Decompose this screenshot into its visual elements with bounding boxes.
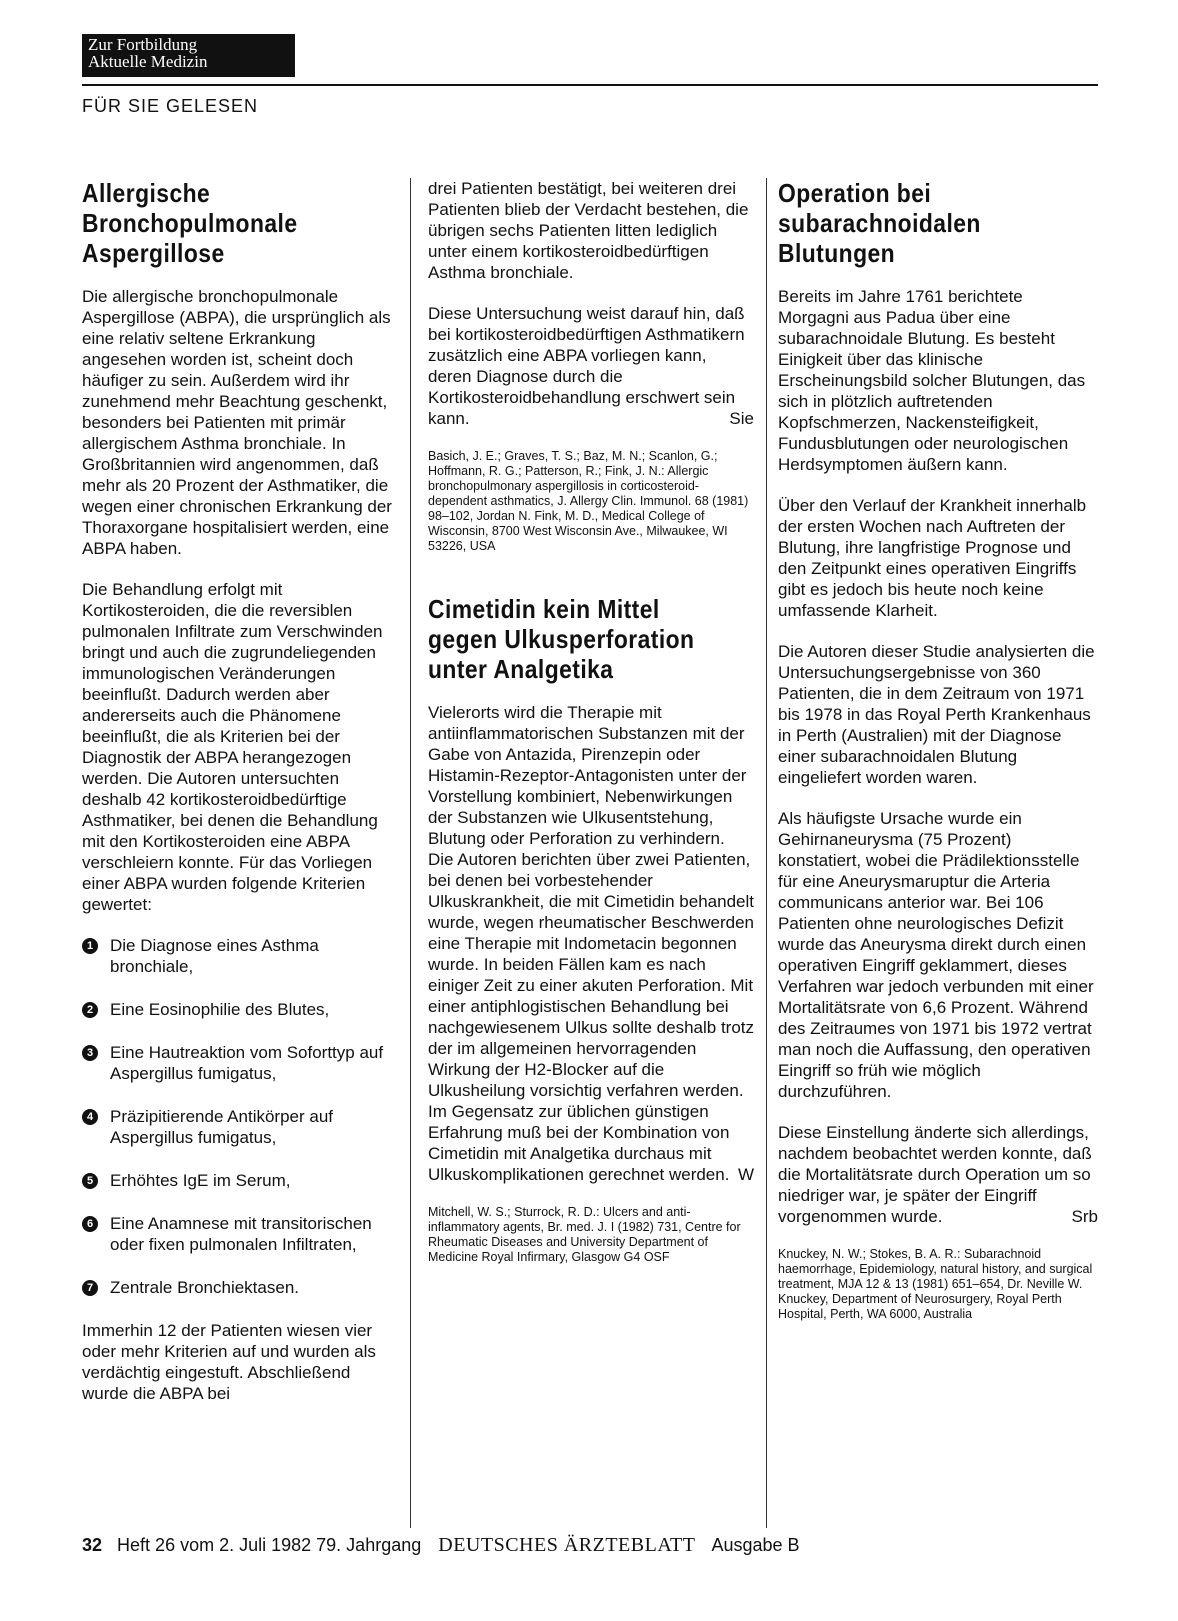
article1-paragraph-3: Immerhin 12 der Patienten wiesen vier oder mehr Kriterien auf und wurden als verdächtig eingestuft. Abschließend wurde die ABPA bei: [82, 1321, 376, 1403]
criterion-item: [82, 1277, 392, 1298]
criterion-number: 6: [82, 1216, 98, 1232]
article2-title: Cimetidin kein Mittel gegen Ulkusperforation unter Analgetika: [428, 594, 695, 684]
criterion-text: Erhöhtes IgE im Serum,: [110, 1171, 291, 1190]
article3-paragraph-4: Als häufigste Ursache wurde ein Gehirnaneurysma (75 Prozent) konstatiert, wobei die Prädilektionsstelle für eine Aneurysmaruptur die Arteria communicans anterior war. Bei 106 Patienten ohne neurologisches Defizit wurde das Aneurysma direkt durch einen operativen Eingriff geklammert, dieses Verfahren war jedoch verbunden mit einer Mortalitätsrate von 6,6 Prozent. Während des Zeitraumes von 1971 bis 1972 vertrat man noch die Auffassung, den operativen Eingriff so früh wie möglich durchzuführen.: [778, 809, 1094, 1101]
criterion-item: [82, 1213, 392, 1255]
criterion-number: 4: [82, 1109, 98, 1125]
article3-title: Operation bei subarachnoidalen Blutungen: [778, 178, 981, 268]
page-footer: [82, 1534, 800, 1557]
article3-paragraph-2: Über den Verlauf der Krankheit innerhalb der ersten Wochen nach Auftreten der Blutung, ihre langfristige Prognose und den Zeitpunkt eines operativen Eingriffs gibt es jedoch bis heute noch keine umfassende Klarheit.: [778, 496, 1087, 620]
criterion-number: 1: [82, 938, 98, 954]
criterion-item: [82, 1042, 392, 1084]
criterion-text: Eine Hautreaktion vom Soforttyp auf Aspergillus fumigatus,: [110, 1043, 384, 1083]
header-rule: [82, 84, 1098, 86]
criterion-number: 3: [82, 1045, 98, 1061]
criterion-item: [82, 1106, 392, 1148]
column-divider-1: [410, 178, 411, 1528]
criterion-item: [82, 935, 392, 977]
article2-paragraph-1-text: Vielerorts wird die Therapie mit antiinflammatorischen Substanzen mit der Gabe von Antazida, Pirenzepin oder Histamin-Rezeptor-Antagonisten unter der Vorstellung kombiniert, Nebenwirkungen der Substanzen wie Ulkusentstehung, Blutung oder Perforation zu verhindern. Die Autoren berichten über zwei Patienten, bei denen bei vorbestehender Ulkuskrankheit, die mit Cimetidin behandelt wurde, wegen rheumatischer Beschwerden eine Therapie mit Indometacin begonnen wurde. In beiden Fällen kam es nach einiger Zeit zu einer akuten Perforation. Mit einer antiphlogistischen Behandlung bei nachgewiesenem Ulkus sollte deshalb trotz der im allgemeinen hervorragenden Wirkung der H2-Blocker auf die Ulkusheilung vorsichtig verfahren werden. Im Gegensatz zur üblichen günstigen Erfahrung muß bei der Kombination von Cimetidin mit Analgetika durchaus mit Ulkuskomplikationen gerechnet werden.: [428, 703, 755, 1184]
header-box: [82, 34, 295, 77]
article3-paragraph-3: Die Autoren dieser Studie analysierten die Untersuchungsergebnisse von 360 Patienten, die in dem Zeitraum von 1971 bis 1978 in das Royal Perth Krankenhaus in Perth (Australien) mit der Diagnose einer subarachnoidalen Blutung eingeliefert worden waren.: [778, 642, 1095, 787]
article3-paragraph-1: Bereits im Jahre 1761 berichtete Morgagni aus Padua über eine subarachnoidale Blutung. Es besteht Einigkeit über das klinische Erscheinungsbild solcher Blutungen, das sich in plötzlich auftretenden Kopfschmerzen, Nackensteifigkeit, Fundusblutungen oder neurologischen Herdsymptomen äußern kann.: [778, 287, 1086, 474]
criterion-number: 7: [82, 1280, 98, 1296]
article3-reference: Knuckey, N. W.; Stokes, B. A. R.: Subarachnoid haemorrhage, Epidemiology, natural history, and surgical treatment, MJA 12 & 13 (1981) 651–654, Dr. Neville W. Knuckey, Department of Neurosurgery, Royal Perth Hospital, Perth, WA 6000, Australia: [778, 1247, 1093, 1321]
issue-info: Heft 26 vom 2. Juli 1982 79. Jahrgang: [117, 1535, 422, 1555]
journal-name: DEUTSCHES ÄRZTEBLATT: [438, 1534, 696, 1556]
article3-paragraph-5-text: Diese Einstellung änderte sich allerdings, nachdem beobachtet werden konnte, daß die Mortalitätsrate durch Operation um so niedriger war, je später der Eingriff vorgenommen wurde.: [778, 1123, 1092, 1226]
article1-title: Allergische Bronchopulmonale Aspergillose: [82, 178, 298, 268]
article2-paragraph-1: [428, 702, 754, 1185]
header-box-line2: Aktuelle Medizin: [88, 52, 208, 71]
header-box-line1: Zur Fortbildung: [88, 35, 198, 54]
article1-paragraph-4: drei Patienten bestätigt, bei weiteren drei Patienten blieb der Verdacht bestehen, die übrigen sechs Patienten litten lediglich unter einem kortikosteroidbedürftigen Asthma bronchiale.: [428, 179, 749, 282]
criterion-text: Präzipitierende Antikörper auf Aspergillus fumigatus,: [110, 1107, 334, 1147]
criterion-item: [82, 1170, 392, 1191]
criterion-text: Eine Anamnese mit transitorischen oder fixen pulmonalen Infiltraten,: [110, 1214, 372, 1254]
article2-reference: Mitchell, W. S.; Sturrock, R. D.: Ulcers and anti-inflammatory agents, Br. med. J. I (1982) 731, Centre for Rheumatic Diseases and University Department of Medicine Royal Infirmary, Glasgow G4 OSF: [428, 1205, 741, 1264]
criterion-text: Zentrale Bronchiektasen.: [110, 1278, 299, 1297]
page-number: 32: [82, 1535, 103, 1555]
column-divider-2: [766, 178, 767, 1528]
edition-label: Ausgabe B: [711, 1535, 800, 1555]
article1-paragraph-2: Die Behandlung erfolgt mit Kortikosteroiden, die die reversiblen pulmonalen Infiltrate zum Verschwinden bringt und auch die zugrundeliegenden immunologischen Veränderungen beeinflußt. Dadurch werden aber andererseits auch die Phänomene beeinflußt, die als Kriterien bei der Diagnostik der ABPA herangezogen werden. Die Autoren untersuchten deshalb 42 kortikosteroidbedürftige Asthmatiker, bei denen die Behandlung mit den Kortikosteroiden eine ABPA verschleiern konnte. Für das Vorliegen einer ABPA wurden folgende Kriterien gewertet:: [82, 580, 383, 914]
column-2: [428, 178, 754, 1295]
article3-signature: Srb: [1071, 1207, 1098, 1226]
criterion-number: 2: [82, 1002, 98, 1018]
article2-signature: W: [737, 1165, 754, 1184]
criterion-item: [82, 999, 392, 1020]
criterion-text: Eine Eosinophilie des Blutes,: [110, 1000, 330, 1019]
criterion-number: 5: [82, 1173, 98, 1189]
article1-reference: Basich, J. E.; Graves, T. S.; Baz, M. N.; Scanlon, G.; Hoffmann, R. G.; Patterson, R.; Fink, J. N.: Allergic bronchopulmonary aspergillosis in corticosteroid-dependent asthmatics, J. Allergy Clin. Immunol. 68 (1981) 98–102, Jordan N. Fink, M. D., Medical College of Wisconsin, 8700 West Wisconsin Ave., Milwaukee, WI 53226, USA: [428, 449, 749, 553]
section-label: FÜR SIE GELESEN: [82, 96, 259, 116]
column-1: [82, 178, 392, 1424]
article1-signature: Sie: [729, 409, 754, 428]
column-3: [778, 178, 1098, 1352]
criterion-text: Die Diagnose eines Asthma bronchiale,: [110, 936, 319, 976]
article1-paragraph-5-text: Diese Untersuchung weist darauf hin, daß bei kortikosteroidbedürftigen Asthmatikern zusätzlich eine ABPA vorliegen kann, deren Diagnose durch die Kortikosteroidbehandlung erschwert sein kann.: [428, 304, 745, 428]
article1-paragraph-1: Die allergische bronchopulmonale Aspergillose (ABPA), die ursprünglich als eine relativ seltene Erkrankung angesehen worden ist, scheint doch häufiger zu sein. Außerdem wird ihr zunehmend mehr Beachtung geschenkt, besonders bei Patienten mit primär allergischem Asthma bronchiale. In Großbritannien wird angenommen, daß mehr als 20 Prozent der Asthmatiker, die wegen einer chronischen Erkrankung der Thoraxorgane hospitalisiert werden, eine ABPA haben.: [82, 287, 392, 558]
article3-paragraph-5: [778, 1122, 1098, 1227]
article1-paragraph-5: [428, 303, 754, 429]
